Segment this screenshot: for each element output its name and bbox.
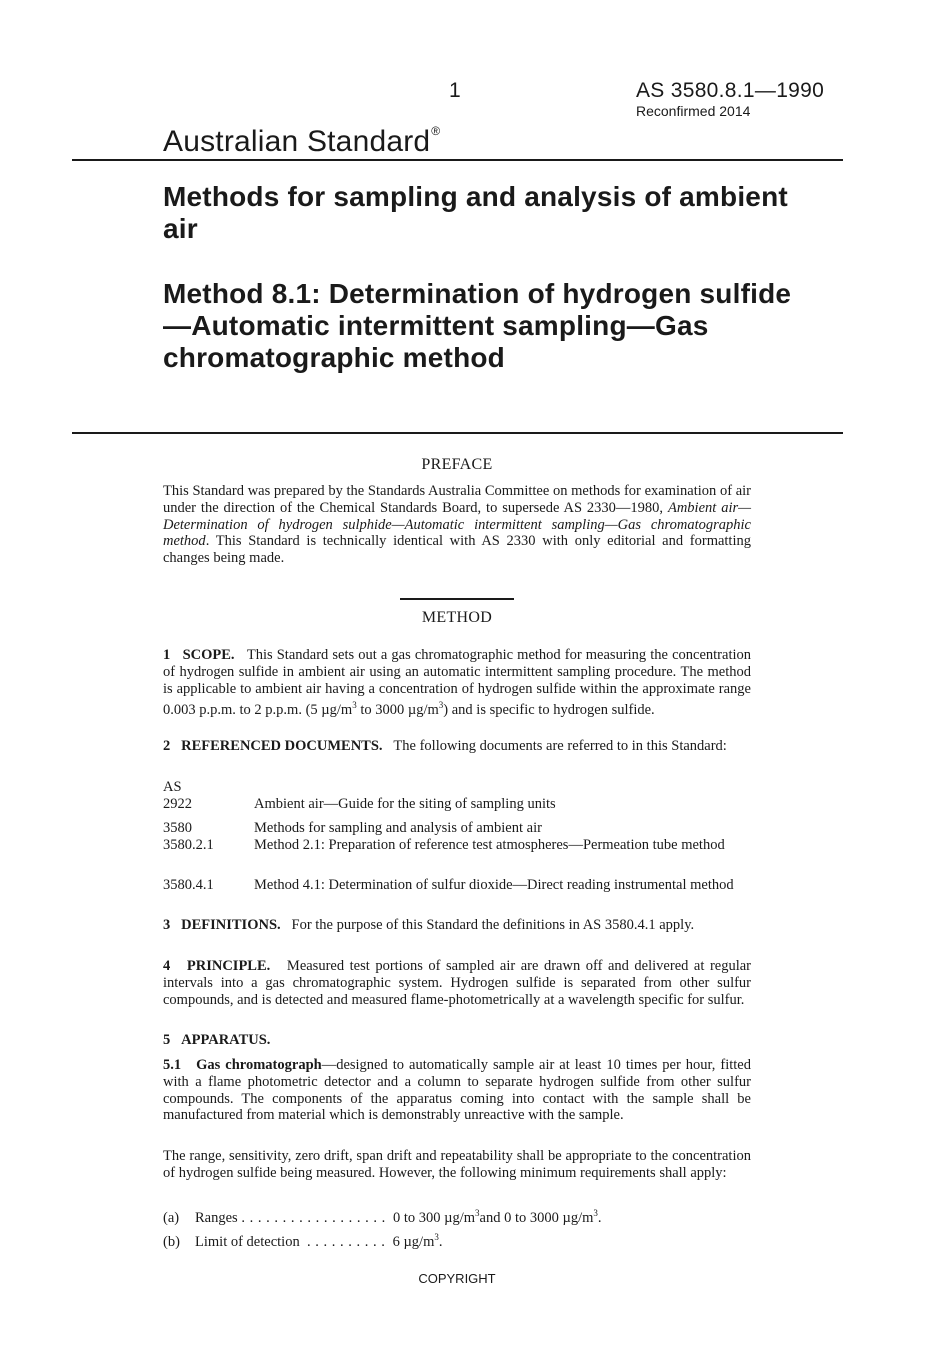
principle-text: Measured test portions of sampled air are drawn off and delivered at regular intervals into a gas chromatographic system. Hydrogen sulfide is separated from other sulfur compounds, and is detected and measured flame-photometrically at a wavelength specific for sulfur. [163,958,751,1008]
doc-number: 3580 [163,820,192,836]
as-series-label: AS [163,779,182,795]
principle-title: PRINCIPLE. [186,958,271,974]
definitions-text: For the purpose of this Standard the definitions in AS 3580.4.1 apply. [291,917,695,933]
reconfirmed-note: Reconfirmed 2014 [636,103,751,119]
scope-sup-a: 3 [352,700,357,711]
definitions-title: DEFINITIONS. [181,917,281,933]
copyright-footer: COPYRIGHT [418,1271,496,1286]
doc-number: 2922 [163,796,192,812]
referenced-text: The following documents are referred to in this Standard: [393,738,727,754]
requirement-sup-a: 3 [434,1232,439,1242]
brand-title [163,124,440,159]
preface-heading: PREFACE [421,456,493,473]
title-rule [72,432,843,434]
requirement-sup-a: 3 [475,1208,480,1218]
scope-sup-b: 3 [438,700,444,711]
brand-text: Australian Standard [163,125,431,158]
apparatus-title: APPARATUS. [181,1032,271,1048]
principle-clause [163,958,751,1008]
method-heading: METHOD [421,609,493,626]
apparatus-number: 5 [163,1032,171,1048]
doc-title: Ambient air—Guide for the siting of sampling units [254,796,556,812]
definitions-clause [163,917,751,934]
preface-text-end: . This Standard is technically identical with AS 2330 with only editorial and formatting changes being made. [163,533,751,567]
requirement-value-a: 0 to 300 µg/m [392,1209,476,1226]
referenced-number: 2 [163,738,171,754]
standard-number: AS 3580.8.1—1990 [636,79,825,102]
doc-title: Method 2.1: Preparation of reference test atmospheres—Permeation tube method [254,837,725,853]
requirement-name: Ranges [195,1209,238,1226]
section-divider [400,598,514,600]
referenced-clause [163,738,751,755]
gas-chromatograph-clause [163,1057,751,1124]
requirement-value-c: . [438,1233,443,1250]
requirement-value-c: . [597,1209,602,1226]
requirement-value-b: and 0 to 3000 µg/m [479,1209,594,1226]
principle-number: 4 [163,958,171,974]
requirement-row [163,1205,751,1227]
preface-text [163,483,751,567]
preface-italic-title: Ambient air—Determination of hydrogen sulphide—Automatic intermittent sampling—Gas chromatographic method [163,499,752,550]
header-rule [72,159,843,161]
requirement-sup-b: 3 [593,1208,598,1218]
requirement-label: (b) [163,1233,180,1250]
requirement-value-a: 6 µg/m [392,1233,435,1250]
referenced-title: REFERENCED DOCUMENTS. [181,738,383,754]
requirement-leader-dots: . . . . . . . . . . [306,1233,386,1250]
scope-text-c: ) and is specific to hydrogen sulfide. [443,702,655,719]
gc-title: Gas chromatograph [196,1057,322,1073]
doc-number: 3580.4.1 [163,877,214,893]
gc-text: —designed to automatically sample air at least 10 times per hour, fitted with a flame photometric detector and a column to separate hydrogen sulfide from other sulfur compounds. The components of the apparatus coming into contact with the sample shall be manufactured from material which is demonstrably unreactive with the sample. [163,1057,751,1124]
gc-number: 5.1 [163,1057,182,1073]
definitions-number: 3 [163,917,171,933]
doc-title: Methods for sampling and analysis of ambient air [254,820,542,836]
scope-title: SCOPE. [182,647,235,663]
registered-mark: ® [431,124,441,138]
doc-number: 3580.2.1 [163,837,214,853]
scope-text-b: to 3000 µg/m [356,702,439,719]
scope-text-a: This Standard sets out a gas chromatographic method for measuring the concentration of hydrogen sulfide in ambient air using an automatic intermittent sampling procedure. The method is applicable to ambient air having a concentration of hydrogen sulfide within the approximate range 0.003 p.p.m. to 2 p.p.m. (5 µg/m [163,647,751,719]
method-title: Method 8.1: Determination of hydrogen sulfide—Automatic intermittent sampling—Gas chromatographic method [163,278,792,373]
requirement-label: (a) [163,1209,180,1226]
requirements-intro: The range, sensitivity, zero drift, span drift and repeatability shall be appropriate to the concentration of hydrogen sulfide being measured. However, the following minimum requirements shall apply: [163,1148,751,1181]
preface-text-start: This Standard was prepared by the Standards Australia Committee on methods for examination of air under the direction of the Chemical Standards Board, to supersede AS 2330—1980, [163,483,751,516]
doc-title: Method 4.1: Determination of sulfur dioxide—Direct reading instrumental method [254,877,734,893]
requirement-leader-dots: . . . . . . . . . . . . . . . . . . [241,1209,386,1226]
apparatus-heading [163,1032,751,1049]
requirement-row [163,1229,751,1251]
main-title: Methods for sampling and analysis of ambient air [163,181,788,244]
page-number: 1 [449,79,461,102]
scope-clause [163,647,751,719]
scope-number: 1 [163,647,171,663]
requirement-name: Limit of detection [195,1233,300,1250]
